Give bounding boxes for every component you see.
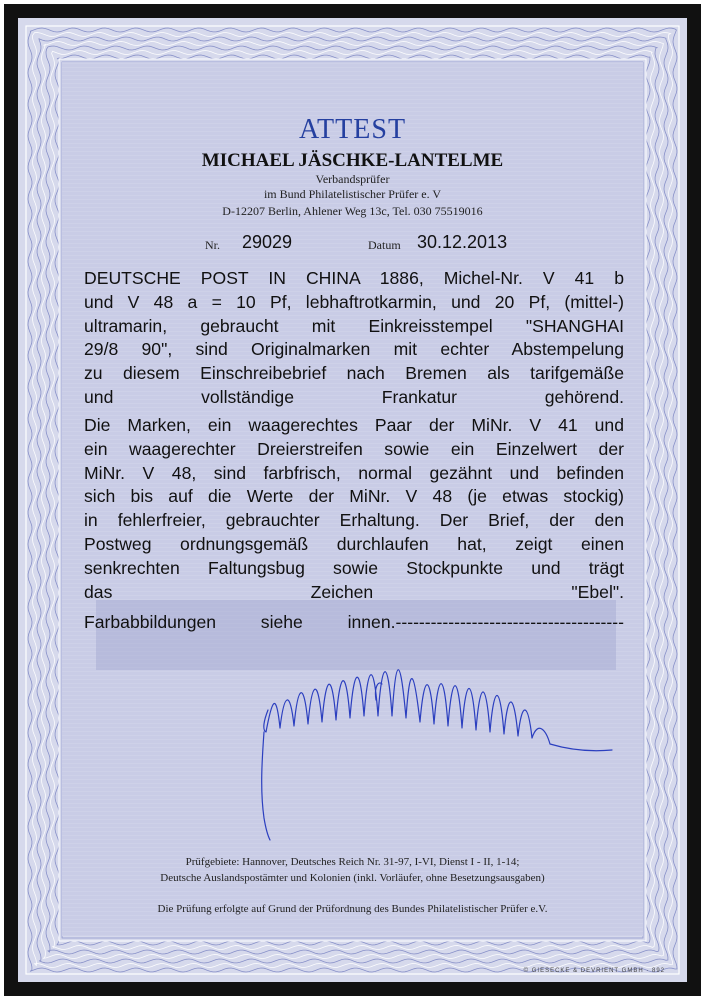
footer-examination-areas: Prüfgebiete: Hannover, Deutsches Reich Nr. 31-97, I-VI, Dienst I - II, 1-14; (185, 856, 520, 868)
nr-value: 29029 (242, 232, 293, 252)
text-line: ultramarin, gebraucht mit Einkreisstempel "SHANGHAI (84, 315, 624, 336)
nr-label: Nr. (205, 238, 220, 252)
text-line: das Zeichen "Ebel". (84, 581, 624, 602)
text-line: Die Marken, ein waagerechtes Paar der MiNr. V 41 und (84, 415, 624, 435)
text-line: senkrechten Faltungsbug sowie Stockpunkte und trägt (84, 557, 624, 578)
examiner-address: D-12207 Berlin, Ahlener Weg 13c, Tel. 030 75519016 (222, 204, 483, 218)
footer-examination-areas-2: Deutsche Auslandspostämter und Kolonien (inkl. Vorläufer, ohne Besetzungsausgaben) (160, 872, 545, 884)
text-line: ein waagerechter Dreierstreifen sowie ein Einzelwert der (84, 438, 624, 459)
text-line: in fehlerfreier, gebrauchter Erhaltung. Der Brief, der den (84, 510, 624, 531)
date-value: 30.12.2013 (417, 232, 508, 252)
handwritten-signature-icon (250, 640, 630, 880)
text-line: 29/8 90", sind Originalmarken mit echter Abstempelung (84, 339, 624, 360)
text-line: und V 48 a = 10 Pf, lebhaftrotkarmin, und 20 Pf, (mittel-) (84, 291, 624, 312)
text-line: zu diesem Einschreibebrief nach Bremen als tarifgemäße (84, 363, 624, 384)
text-line: sich bis auf die Werte der MiNr. V 48 (je etwas stockig) (84, 486, 624, 507)
paragraph-3 (84, 611, 624, 635)
examiner-role: Verbandsprüfer (315, 172, 390, 186)
paragraph-2 (84, 414, 624, 604)
text-line: MiNr. V 48, sind farbfrisch, normal gezähnt und befinden (84, 462, 624, 483)
examiner-association: im Bund Philatelistischer Prüfer e. V (263, 187, 442, 201)
text-line: DEUTSCHE POST IN CHINA 1886, Michel-Nr. V 41 b (84, 268, 624, 288)
text-line: und vollständige Frankatur gehörend. (84, 386, 624, 407)
text-line: Farbabbildungen siehe innen.--------------------------------------- (84, 612, 624, 632)
printer-imprint: © GIESECKE & DEVRIENT GMBH · 892 (523, 968, 665, 974)
text-line: Postweg ordnungsgemäß durchlaufen hat, zeigt einen (84, 533, 624, 554)
attest-title: ATTEST (298, 114, 407, 145)
date-label: Datum (368, 238, 401, 252)
paragraph-1 (84, 267, 624, 410)
footer-regulation-note: Die Prüfung erfolgte auf Grund der Prüfordnung des Bundes Philatelistischer Prüfer e.V. (157, 903, 548, 915)
certificate-meta (205, 232, 605, 256)
examiner-name: MICHAEL JÄSCHKE-LANTELME (201, 150, 504, 171)
